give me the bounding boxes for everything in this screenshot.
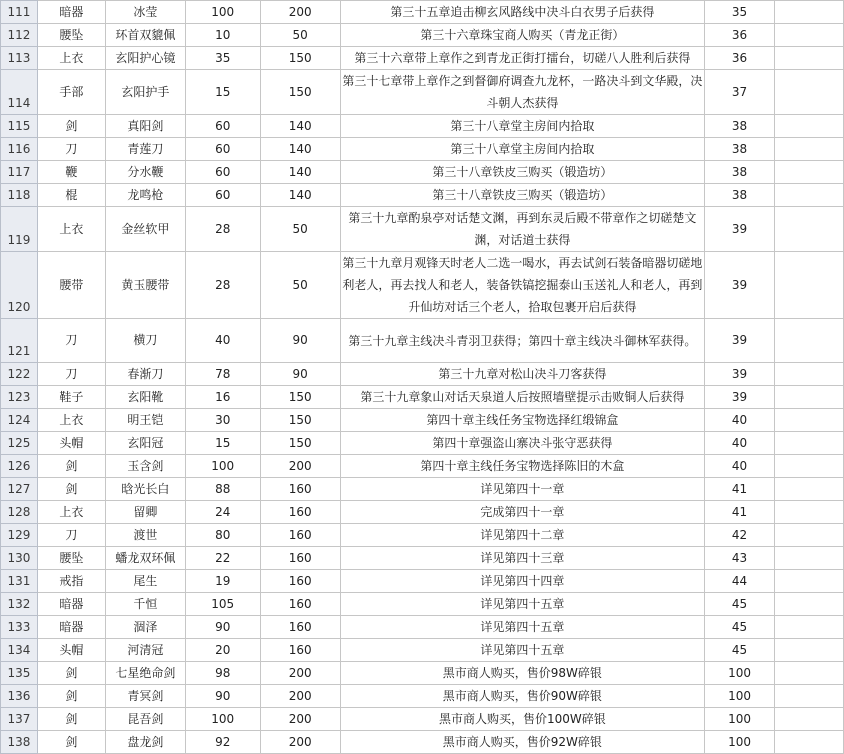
row-number[interactable]: 125	[1, 432, 38, 455]
equipment-name-cell[interactable]: 春渐刀	[105, 363, 185, 386]
level-value-cell[interactable]: 90	[260, 319, 340, 363]
equipment-name-cell[interactable]: 蟠龙双环佩	[105, 547, 185, 570]
chapter-cell[interactable]: 40	[705, 455, 775, 478]
table-row	[1, 1, 844, 24]
empty-cell[interactable]	[775, 731, 844, 754]
level-value-cell[interactable]: 140	[260, 161, 340, 184]
row-number[interactable]: 134	[1, 639, 38, 662]
row-number[interactable]: 129	[1, 524, 38, 547]
level-value-cell[interactable]: 160	[260, 639, 340, 662]
acquisition-cell[interactable]: 第三十八章堂主房间内拾取	[340, 138, 705, 161]
empty-cell[interactable]	[775, 1, 844, 24]
level-value-cell[interactable]: 160	[260, 478, 340, 501]
stat-value-cell[interactable]: 20	[185, 639, 260, 662]
level-value-cell[interactable]: 150	[260, 409, 340, 432]
equipment-type-cell[interactable]: 鞭	[37, 161, 105, 184]
table-row	[1, 570, 844, 593]
table-row	[1, 363, 844, 386]
equipment-name-cell[interactable]: 玉含剑	[105, 455, 185, 478]
acquisition-cell[interactable]: 第三十九章对松山决斗刀客获得	[340, 363, 705, 386]
table-row	[1, 115, 844, 138]
empty-cell[interactable]	[775, 138, 844, 161]
level-value-cell[interactable]: 200	[260, 1, 340, 24]
acquisition-cell[interactable]: 第三十九章主线决斗青羽卫获得；第四十章主线决斗御林军获得。	[340, 319, 705, 363]
equipment-name-cell[interactable]: 黄玉腰带	[105, 252, 185, 319]
equipment-name-cell[interactable]: 分水鞭	[105, 161, 185, 184]
level-value-cell[interactable]: 150	[260, 47, 340, 70]
equipment-type-cell[interactable]: 刀	[37, 524, 105, 547]
stat-value-cell[interactable]: 28	[185, 207, 260, 252]
level-value-cell[interactable]: 160	[260, 570, 340, 593]
acquisition-cell[interactable]: 第三十六章带上章作之到青龙正街打擂台，切磋八人胜利后获得	[340, 47, 705, 70]
table-row	[1, 524, 844, 547]
stat-value-cell[interactable]: 92	[185, 731, 260, 754]
table-row	[1, 593, 844, 616]
stat-value-cell[interactable]: 30	[185, 409, 260, 432]
row-number[interactable]: 126	[1, 455, 38, 478]
empty-cell[interactable]	[775, 363, 844, 386]
stat-value-cell[interactable]: 100	[185, 455, 260, 478]
chapter-cell[interactable]: 38	[705, 138, 775, 161]
empty-cell[interactable]	[775, 432, 844, 455]
level-value-cell[interactable]: 150	[260, 432, 340, 455]
table-row	[1, 547, 844, 570]
empty-cell[interactable]	[775, 409, 844, 432]
row-number[interactable]: 118	[1, 184, 38, 207]
chapter-cell[interactable]: 38	[705, 184, 775, 207]
equipment-type-cell[interactable]: 刀	[37, 319, 105, 363]
level-value-cell[interactable]: 200	[260, 662, 340, 685]
equipment-name-cell[interactable]: 明王铠	[105, 409, 185, 432]
equipment-name-cell[interactable]: 冰莹	[105, 1, 185, 24]
empty-cell[interactable]	[775, 547, 844, 570]
equipment-type-cell[interactable]: 剑	[37, 731, 105, 754]
stat-value-cell[interactable]: 90	[185, 616, 260, 639]
row-number[interactable]: 120	[1, 252, 38, 319]
row-number[interactable]: 113	[1, 47, 38, 70]
equipment-name-cell[interactable]: 渡世	[105, 524, 185, 547]
empty-cell[interactable]	[775, 524, 844, 547]
row-number[interactable]: 138	[1, 731, 38, 754]
empty-cell[interactable]	[775, 184, 844, 207]
row-number[interactable]: 121	[1, 319, 38, 363]
equipment-name-cell[interactable]: 青莲刀	[105, 138, 185, 161]
table-row	[1, 731, 844, 754]
equipment-name-cell[interactable]: 玄阳冠	[105, 432, 185, 455]
table-row	[1, 386, 844, 409]
stat-value-cell[interactable]: 88	[185, 478, 260, 501]
chapter-cell[interactable]: 45	[705, 639, 775, 662]
table-row	[1, 207, 844, 252]
acquisition-cell[interactable]: 第四十章强盗山寨决斗张守恶获得	[340, 432, 705, 455]
row-number[interactable]: 116	[1, 138, 38, 161]
equipment-type-cell[interactable]: 鞋子	[37, 386, 105, 409]
acquisition-cell[interactable]: 详见第四十五章	[340, 593, 705, 616]
empty-cell[interactable]	[775, 685, 844, 708]
chapter-cell[interactable]: 38	[705, 115, 775, 138]
level-value-cell[interactable]: 140	[260, 184, 340, 207]
equipment-name-cell[interactable]: 玄阳护心镜	[105, 47, 185, 70]
equipment-name-cell[interactable]: 玄阳护手	[105, 70, 185, 115]
chapter-cell[interactable]: 39	[705, 252, 775, 319]
equipment-name-cell[interactable]: 七星绝命剑	[105, 662, 185, 685]
acquisition-cell[interactable]: 第四十章主线任务宝物选择红缎锦盒	[340, 409, 705, 432]
stat-value-cell[interactable]: 60	[185, 161, 260, 184]
empty-cell[interactable]	[775, 501, 844, 524]
empty-cell[interactable]	[775, 252, 844, 319]
equipment-type-cell[interactable]: 剑	[37, 115, 105, 138]
table-row	[1, 409, 844, 432]
acquisition-cell[interactable]: 详见第四十一章	[340, 478, 705, 501]
row-number[interactable]: 133	[1, 616, 38, 639]
equipment-type-cell[interactable]: 腰坠	[37, 24, 105, 47]
row-number[interactable]: 115	[1, 115, 38, 138]
empty-cell[interactable]	[775, 593, 844, 616]
equipment-name-cell[interactable]: 昆吾剑	[105, 708, 185, 731]
table-row	[1, 478, 844, 501]
stat-value-cell[interactable]: 100	[185, 708, 260, 731]
level-value-cell[interactable]: 160	[260, 593, 340, 616]
row-number[interactable]: 137	[1, 708, 38, 731]
level-value-cell[interactable]: 140	[260, 138, 340, 161]
chapter-cell[interactable]: 100	[705, 731, 775, 754]
stat-value-cell[interactable]: 100	[185, 1, 260, 24]
equipment-name-cell[interactable]: 金丝软甲	[105, 207, 185, 252]
row-number[interactable]: 122	[1, 363, 38, 386]
empty-cell[interactable]	[775, 662, 844, 685]
equipment-type-cell[interactable]: 刀	[37, 363, 105, 386]
chapter-cell[interactable]: 45	[705, 593, 775, 616]
chapter-cell[interactable]: 36	[705, 47, 775, 70]
level-value-cell[interactable]: 160	[260, 524, 340, 547]
equipment-name-cell[interactable]: 千恒	[105, 593, 185, 616]
chapter-cell[interactable]: 43	[705, 547, 775, 570]
equipment-type-cell[interactable]: 上衣	[37, 207, 105, 252]
stat-value-cell[interactable]: 28	[185, 252, 260, 319]
equipment-name-cell[interactable]: 晗光长白	[105, 478, 185, 501]
chapter-cell[interactable]: 100	[705, 662, 775, 685]
chapter-cell[interactable]: 45	[705, 616, 775, 639]
acquisition-cell[interactable]: 第三十七章带上章作之到督御府调查九龙杯，一路决斗到文华殿，决斗朝人杰获得	[340, 70, 705, 115]
chapter-cell[interactable]: 100	[705, 708, 775, 731]
acquisition-cell[interactable]: 详见第四十二章	[340, 524, 705, 547]
stat-value-cell[interactable]: 98	[185, 662, 260, 685]
equipment-name-cell[interactable]: 盘龙剑	[105, 731, 185, 754]
empty-cell[interactable]	[775, 24, 844, 47]
equipment-type-cell[interactable]: 刀	[37, 138, 105, 161]
level-value-cell[interactable]: 50	[260, 24, 340, 47]
stat-value-cell[interactable]: 78	[185, 363, 260, 386]
level-value-cell[interactable]: 160	[260, 616, 340, 639]
table-row	[1, 662, 844, 685]
acquisition-cell[interactable]: 第三十九章月观锋天时老人二选一喝水，再去试剑石装备暗器切磋地利老人，再去找人和老人，装备铁镐挖掘泰山玉送礼人和老人，再到升仙坊对话三个老人，拾取包裹开启后获得	[340, 252, 705, 319]
equipment-type-cell[interactable]: 剑	[37, 478, 105, 501]
row-number[interactable]: 117	[1, 161, 38, 184]
equipment-name-cell[interactable]: 横刀	[105, 319, 185, 363]
empty-cell[interactable]	[775, 386, 844, 409]
equipment-type-cell[interactable]: 腰坠	[37, 547, 105, 570]
level-value-cell[interactable]: 200	[260, 708, 340, 731]
empty-cell[interactable]	[775, 455, 844, 478]
acquisition-cell[interactable]: 第三十六章珠宝商人购买（青龙正街）	[340, 24, 705, 47]
stat-value-cell[interactable]: 22	[185, 547, 260, 570]
chapter-cell[interactable]: 41	[705, 501, 775, 524]
row-number[interactable]: 136	[1, 685, 38, 708]
stat-value-cell[interactable]: 10	[185, 24, 260, 47]
table-row	[1, 639, 844, 662]
empty-cell[interactable]	[775, 207, 844, 252]
empty-cell[interactable]	[775, 161, 844, 184]
row-number[interactable]: 112	[1, 24, 38, 47]
row-number[interactable]: 135	[1, 662, 38, 685]
empty-cell[interactable]	[775, 616, 844, 639]
chapter-cell[interactable]: 38	[705, 161, 775, 184]
chapter-cell[interactable]: 36	[705, 24, 775, 47]
table-row	[1, 161, 844, 184]
stat-value-cell[interactable]: 90	[185, 685, 260, 708]
equipment-name-cell[interactable]: 环首双貔佩	[105, 24, 185, 47]
level-value-cell[interactable]: 200	[260, 731, 340, 754]
equipment-name-cell[interactable]: 青冥剑	[105, 685, 185, 708]
acquisition-cell[interactable]: 详见第四十三章	[340, 547, 705, 570]
table-row	[1, 319, 844, 363]
row-number[interactable]: 119	[1, 207, 38, 252]
acquisition-cell[interactable]: 详见第四十四章	[340, 570, 705, 593]
equipment-type-cell[interactable]: 上衣	[37, 47, 105, 70]
equipment-type-cell[interactable]: 剑	[37, 662, 105, 685]
table-row	[1, 708, 844, 731]
row-number[interactable]: 130	[1, 547, 38, 570]
empty-cell[interactable]	[775, 708, 844, 731]
acquisition-cell[interactable]: 第三十八章堂主房间内拾取	[340, 115, 705, 138]
row-number[interactable]: 111	[1, 1, 38, 24]
equipment-name-cell[interactable]: 尾生	[105, 570, 185, 593]
chapter-cell[interactable]: 42	[705, 524, 775, 547]
chapter-cell[interactable]: 39	[705, 386, 775, 409]
chapter-cell[interactable]: 39	[705, 207, 775, 252]
table-row	[1, 501, 844, 524]
empty-cell[interactable]	[775, 478, 844, 501]
chapter-cell[interactable]: 35	[705, 1, 775, 24]
equipment-type-cell[interactable]: 暗器	[37, 616, 105, 639]
level-value-cell[interactable]: 50	[260, 252, 340, 319]
empty-cell[interactable]	[775, 70, 844, 115]
row-number[interactable]: 131	[1, 570, 38, 593]
table-body	[1, 1, 844, 754]
empty-cell[interactable]	[775, 47, 844, 70]
empty-cell[interactable]	[775, 115, 844, 138]
equipment-type-cell[interactable]: 戒指	[37, 570, 105, 593]
equipment-type-cell[interactable]: 腰带	[37, 252, 105, 319]
table-row	[1, 455, 844, 478]
acquisition-cell[interactable]: 黑市商人购买，售价100W碎银	[340, 708, 705, 731]
equipment-type-cell[interactable]: 暗器	[37, 593, 105, 616]
table-row	[1, 184, 844, 207]
stat-value-cell[interactable]: 80	[185, 524, 260, 547]
acquisition-cell[interactable]: 黑市商人购买，售价92W碎银	[340, 731, 705, 754]
level-value-cell[interactable]: 50	[260, 207, 340, 252]
equipment-type-cell[interactable]: 上衣	[37, 501, 105, 524]
stat-value-cell[interactable]: 15	[185, 432, 260, 455]
row-number[interactable]: 124	[1, 409, 38, 432]
equipment-type-cell[interactable]: 棍	[37, 184, 105, 207]
row-number[interactable]: 132	[1, 593, 38, 616]
chapter-cell[interactable]: 39	[705, 363, 775, 386]
row-number[interactable]: 123	[1, 386, 38, 409]
acquisition-cell[interactable]: 第三十八章铁皮三购买（锻造坊）	[340, 184, 705, 207]
empty-cell[interactable]	[775, 570, 844, 593]
table-row	[1, 24, 844, 47]
row-number[interactable]: 114	[1, 70, 38, 115]
equipment-name-cell[interactable]: 涸泽	[105, 616, 185, 639]
acquisition-cell[interactable]: 完成第四十一章	[340, 501, 705, 524]
chapter-cell[interactable]: 39	[705, 319, 775, 363]
equipment-name-cell[interactable]: 留卿	[105, 501, 185, 524]
chapter-cell[interactable]: 41	[705, 478, 775, 501]
equipment-type-cell[interactable]: 手部	[37, 70, 105, 115]
level-value-cell[interactable]: 150	[260, 386, 340, 409]
stat-value-cell[interactable]: 16	[185, 386, 260, 409]
level-value-cell[interactable]: 150	[260, 70, 340, 115]
level-value-cell[interactable]: 200	[260, 685, 340, 708]
table-row	[1, 616, 844, 639]
chapter-cell[interactable]: 37	[705, 70, 775, 115]
empty-cell[interactable]	[775, 319, 844, 363]
acquisition-cell[interactable]: 第三十八章铁皮三购买（锻造坊）	[340, 161, 705, 184]
acquisition-cell[interactable]: 详见第四十五章	[340, 616, 705, 639]
equipment-name-cell[interactable]: 河清冠	[105, 639, 185, 662]
chapter-cell[interactable]: 40	[705, 409, 775, 432]
empty-cell[interactable]	[775, 639, 844, 662]
stat-value-cell[interactable]: 15	[185, 70, 260, 115]
chapter-cell[interactable]: 100	[705, 685, 775, 708]
acquisition-cell[interactable]: 第三十九章象山对话天泉道人后按照墙壁提示击败铜人后获得	[340, 386, 705, 409]
acquisition-cell[interactable]: 黑市商人购买，售价90W碎银	[340, 685, 705, 708]
equipment-name-cell[interactable]: 玄阳靴	[105, 386, 185, 409]
equipment-name-cell[interactable]: 真阳剑	[105, 115, 185, 138]
table-row	[1, 685, 844, 708]
stat-value-cell[interactable]: 19	[185, 570, 260, 593]
level-value-cell[interactable]: 160	[260, 547, 340, 570]
stat-value-cell[interactable]: 35	[185, 47, 260, 70]
acquisition-cell[interactable]: 第三十九章酌泉亭对话楚文渊，再到东灵后殿不带章作之切磋楚文渊，对话道士获得	[340, 207, 705, 252]
stat-value-cell[interactable]: 60	[185, 115, 260, 138]
row-number[interactable]: 127	[1, 478, 38, 501]
table-row	[1, 47, 844, 70]
equipment-type-cell[interactable]: 剑	[37, 685, 105, 708]
level-value-cell[interactable]: 90	[260, 363, 340, 386]
equipment-type-cell[interactable]: 上衣	[37, 409, 105, 432]
equipment-type-cell[interactable]: 头帽	[37, 432, 105, 455]
row-number[interactable]: 128	[1, 501, 38, 524]
stat-value-cell[interactable]: 60	[185, 184, 260, 207]
equipment-type-cell[interactable]: 剑	[37, 455, 105, 478]
level-value-cell[interactable]: 200	[260, 455, 340, 478]
stat-value-cell[interactable]: 24	[185, 501, 260, 524]
equipment-name-cell[interactable]: 龙鸣枪	[105, 184, 185, 207]
stat-value-cell[interactable]: 60	[185, 138, 260, 161]
level-value-cell[interactable]: 160	[260, 501, 340, 524]
equipment-type-cell[interactable]: 剑	[37, 708, 105, 731]
acquisition-cell[interactable]: 黑市商人购买，售价98W碎银	[340, 662, 705, 685]
acquisition-cell[interactable]: 详见第四十五章	[340, 639, 705, 662]
chapter-cell[interactable]: 44	[705, 570, 775, 593]
chapter-cell[interactable]: 40	[705, 432, 775, 455]
acquisition-cell[interactable]: 第四十章主线任务宝物选择陈旧的木盒	[340, 455, 705, 478]
equipment-type-cell[interactable]: 头帽	[37, 639, 105, 662]
table-row	[1, 138, 844, 161]
table-row	[1, 432, 844, 455]
equipment-type-cell[interactable]: 暗器	[37, 1, 105, 24]
level-value-cell[interactable]: 140	[260, 115, 340, 138]
stat-value-cell[interactable]: 40	[185, 319, 260, 363]
table-row	[1, 70, 844, 115]
acquisition-cell[interactable]: 第三十五章追击柳玄风路线中决斗白衣男子后获得	[340, 1, 705, 24]
stat-value-cell[interactable]: 105	[185, 593, 260, 616]
table-row	[1, 252, 844, 319]
